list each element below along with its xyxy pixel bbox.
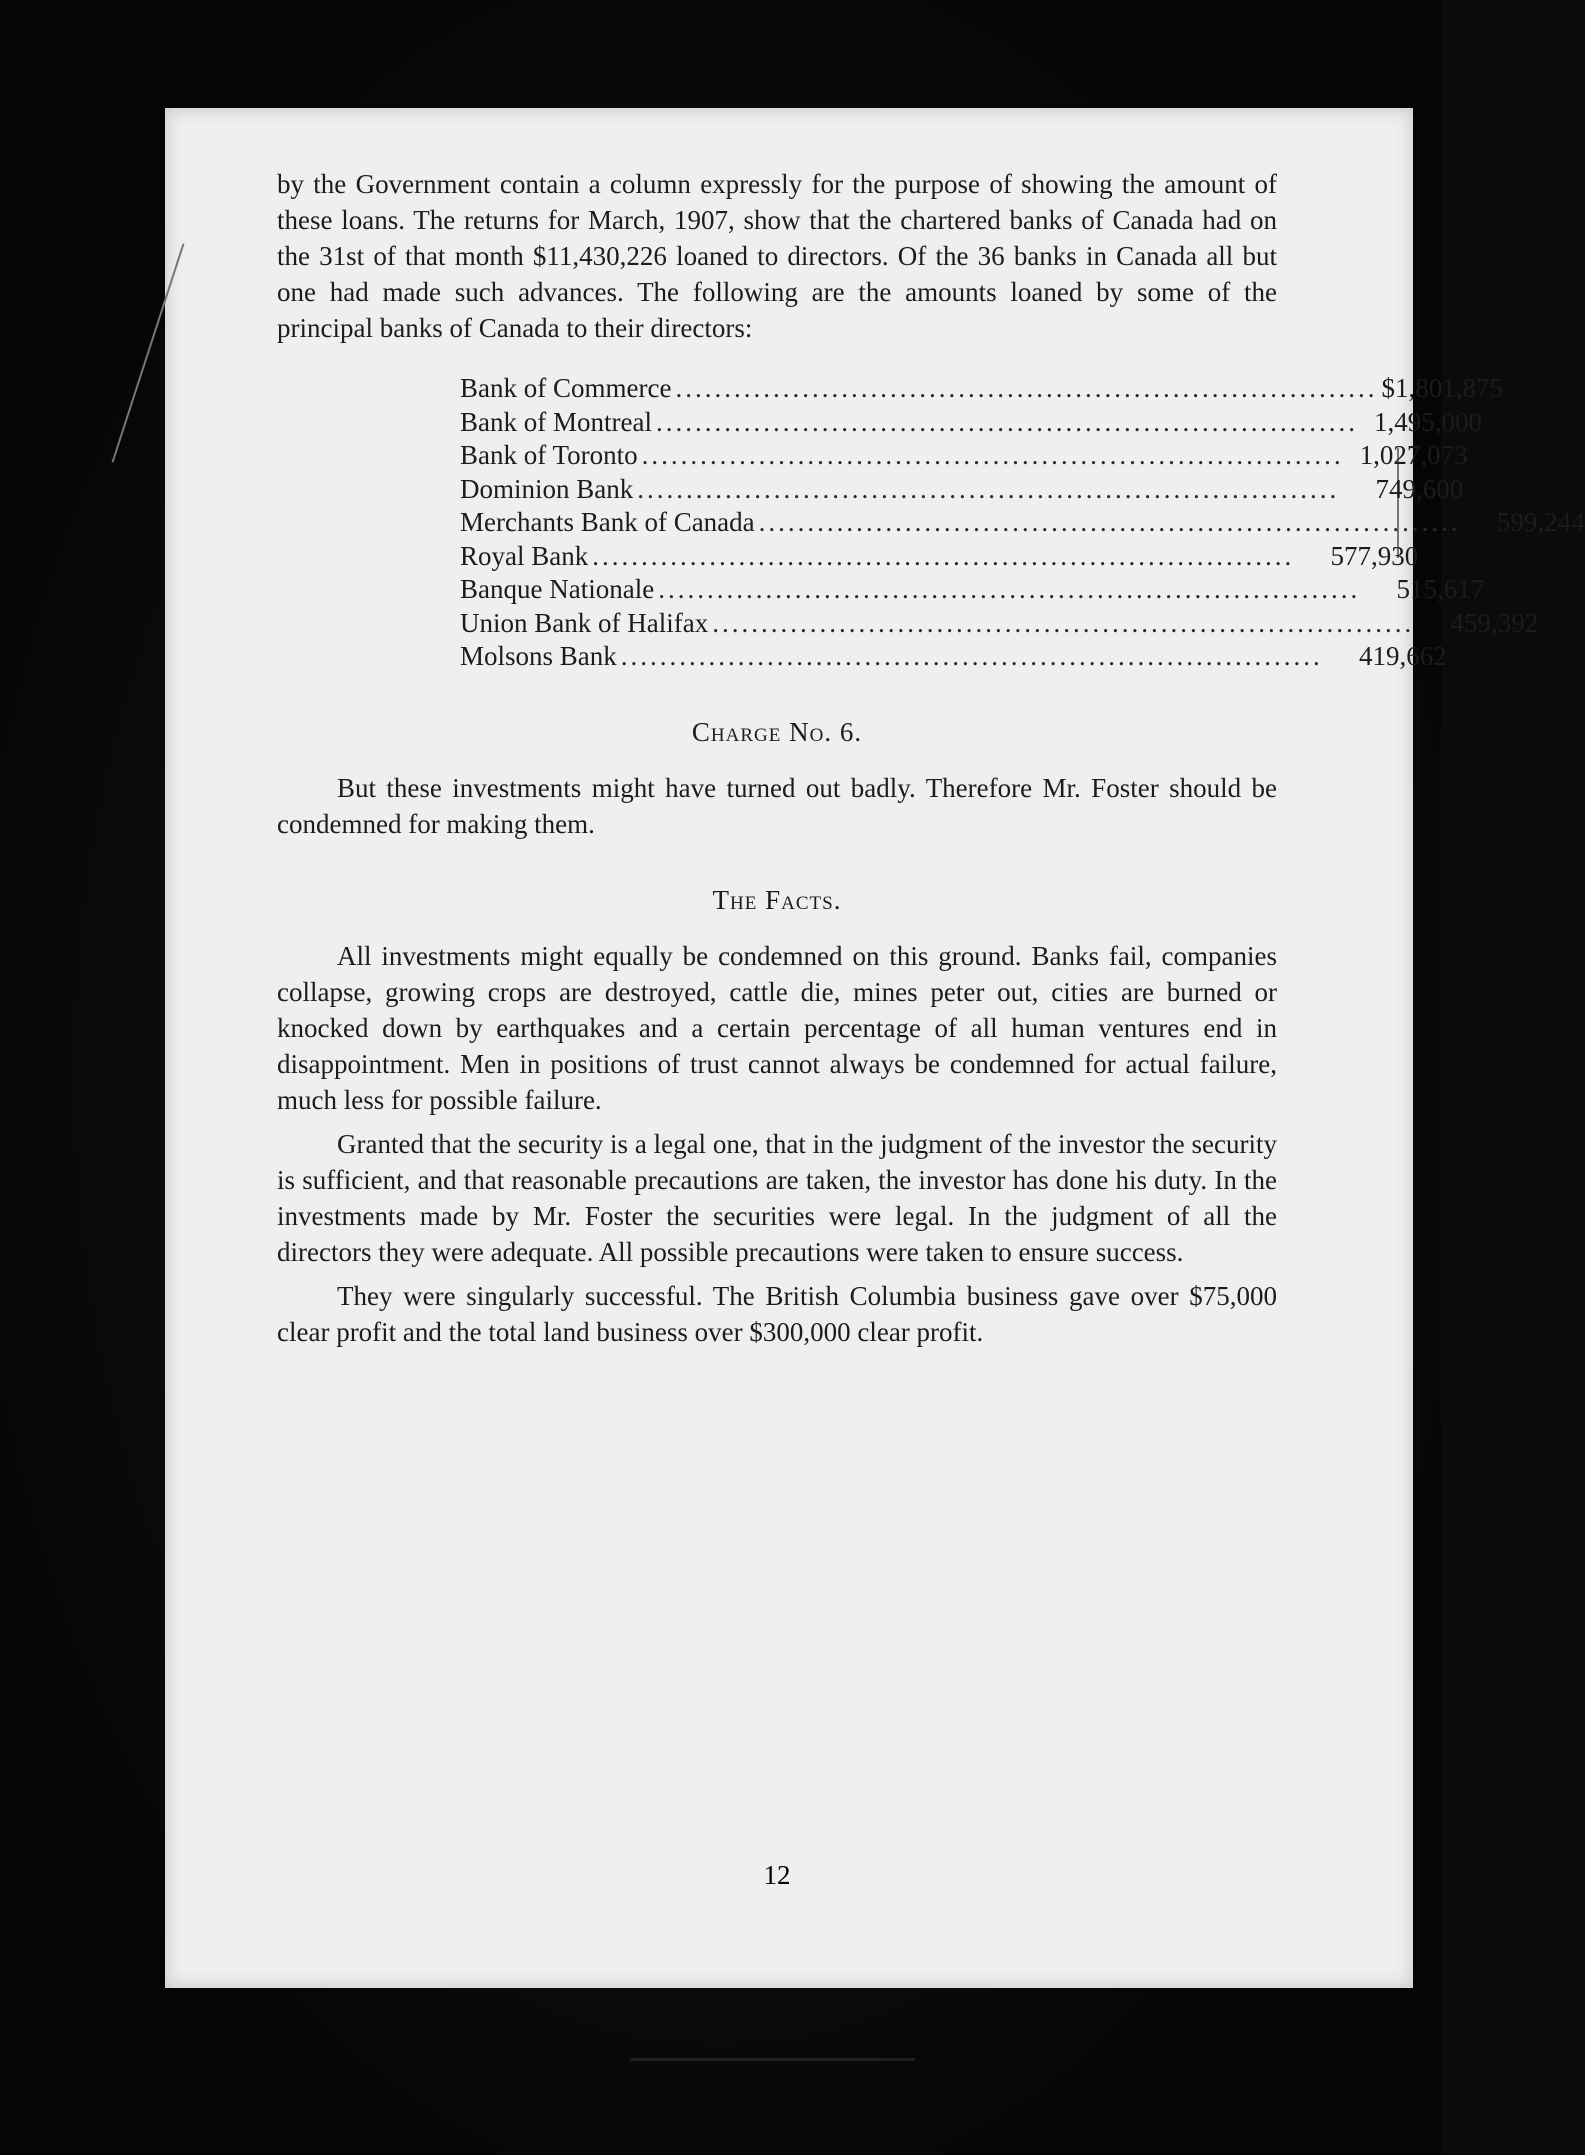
bank-name: Molsons Bank	[460, 641, 617, 671]
bank-name: Royal Bank	[460, 540, 589, 571]
bank-name: Union Bank of Halifax	[460, 607, 709, 638]
bank-name: Merchants Bank of Canada	[460, 507, 755, 537]
bank-loan-row	[460, 473, 1464, 507]
leader-dots: ........................................................................	[655, 406, 1358, 437]
bank-name: Dominion Bank	[460, 473, 634, 504]
leader-dots: ........................................................................	[641, 440, 1344, 470]
bank-loan-row	[460, 406, 1482, 440]
loan-amount: 1,027,073	[1359, 440, 1468, 470]
loan-amount: 599,244	[1496, 507, 1585, 537]
page-content	[277, 166, 1585, 1350]
facts-heading: The Facts.	[712, 884, 842, 915]
bank-loan-row	[460, 640, 1447, 674]
loan-amount: 515,617	[1396, 574, 1485, 604]
bank-loan-row	[460, 607, 1539, 641]
loan-amount: $1,801,875	[1381, 373, 1503, 403]
loan-amount: 459,392	[1450, 607, 1539, 638]
loan-amount: 749,600	[1375, 473, 1464, 504]
leader-dots: ........................................................................	[658, 574, 1361, 604]
intro-paragraph: by the Government contain a column expressly for the purpose of showing the amount of these loans. The returns for March, 1907, show that the chartered banks of Canada had on the 31st of that month $11,430,226 loaned to directors. Of the 36 banks in Canada all but one had made such advances. The following are the amounts loaned by some of the principal banks of Canada to their directors:	[277, 169, 1277, 343]
facts-paragraph: All investments might equally be condemned on this ground. Banks fail, companies collapse, growing crops are destroyed, cattle die, mines peter out, cities are burned or knocked down by earthquakes and a certain percentage of all human ventures end in disappointment. Men in positions of trust cannot always be condemned for actual failure, much less for possible failure.	[277, 940, 1277, 1115]
page-number: 12	[763, 1860, 791, 1890]
bank-name: Banque Nationale	[460, 574, 655, 604]
charge-heading: Charge No. 6.	[691, 716, 863, 747]
loan-amount: 577,930	[1330, 540, 1419, 571]
bank-loan-row	[460, 540, 1419, 574]
leader-dots: ........................................................................	[637, 473, 1340, 504]
bank-loans-table	[460, 372, 1585, 674]
bank-name: Bank of Commerce	[460, 373, 672, 403]
charge-paragraph: But these investments might have turned out badly. Therefore Mr. Foster should be condemned for making them.	[277, 772, 1277, 839]
bank-name: Bank of Toronto	[460, 440, 638, 470]
leader-dots: ........................................................................	[712, 607, 1415, 638]
leader-dots: ........................................................................	[620, 641, 1323, 671]
section-rule	[630, 2058, 915, 2061]
leader-dots: ........................................................................	[592, 540, 1295, 571]
bank-loan-row	[460, 439, 1468, 473]
leader-dots: ........................................................................	[758, 507, 1461, 537]
document-page	[165, 108, 1585, 1988]
bank-loan-row	[460, 573, 1485, 607]
bank-loan-row	[460, 506, 1585, 540]
loan-amount: 419,662	[1359, 641, 1447, 671]
bank-loan-row	[460, 372, 1503, 406]
facts-paragraph: Granted that the security is a legal one, that in the judgment of the investor the security is sufficient, and that reasonable precautions are taken, the investor has done his duty. In the investments made by Mr. Foster the securities were legal. In the judgment of all the directors they were adequate. All possible precautions were taken to ensure success.	[277, 1128, 1277, 1267]
facts-paragraph: They were singularly successful. The British Columbia business gave over $75,000 clear profit and the total land business over $300,000 clear profit.	[277, 1280, 1277, 1347]
bank-name: Bank of Montreal	[460, 406, 652, 437]
loan-amount: 1,495,000	[1373, 406, 1482, 437]
leader-dots: ........................................................................	[675, 373, 1378, 403]
